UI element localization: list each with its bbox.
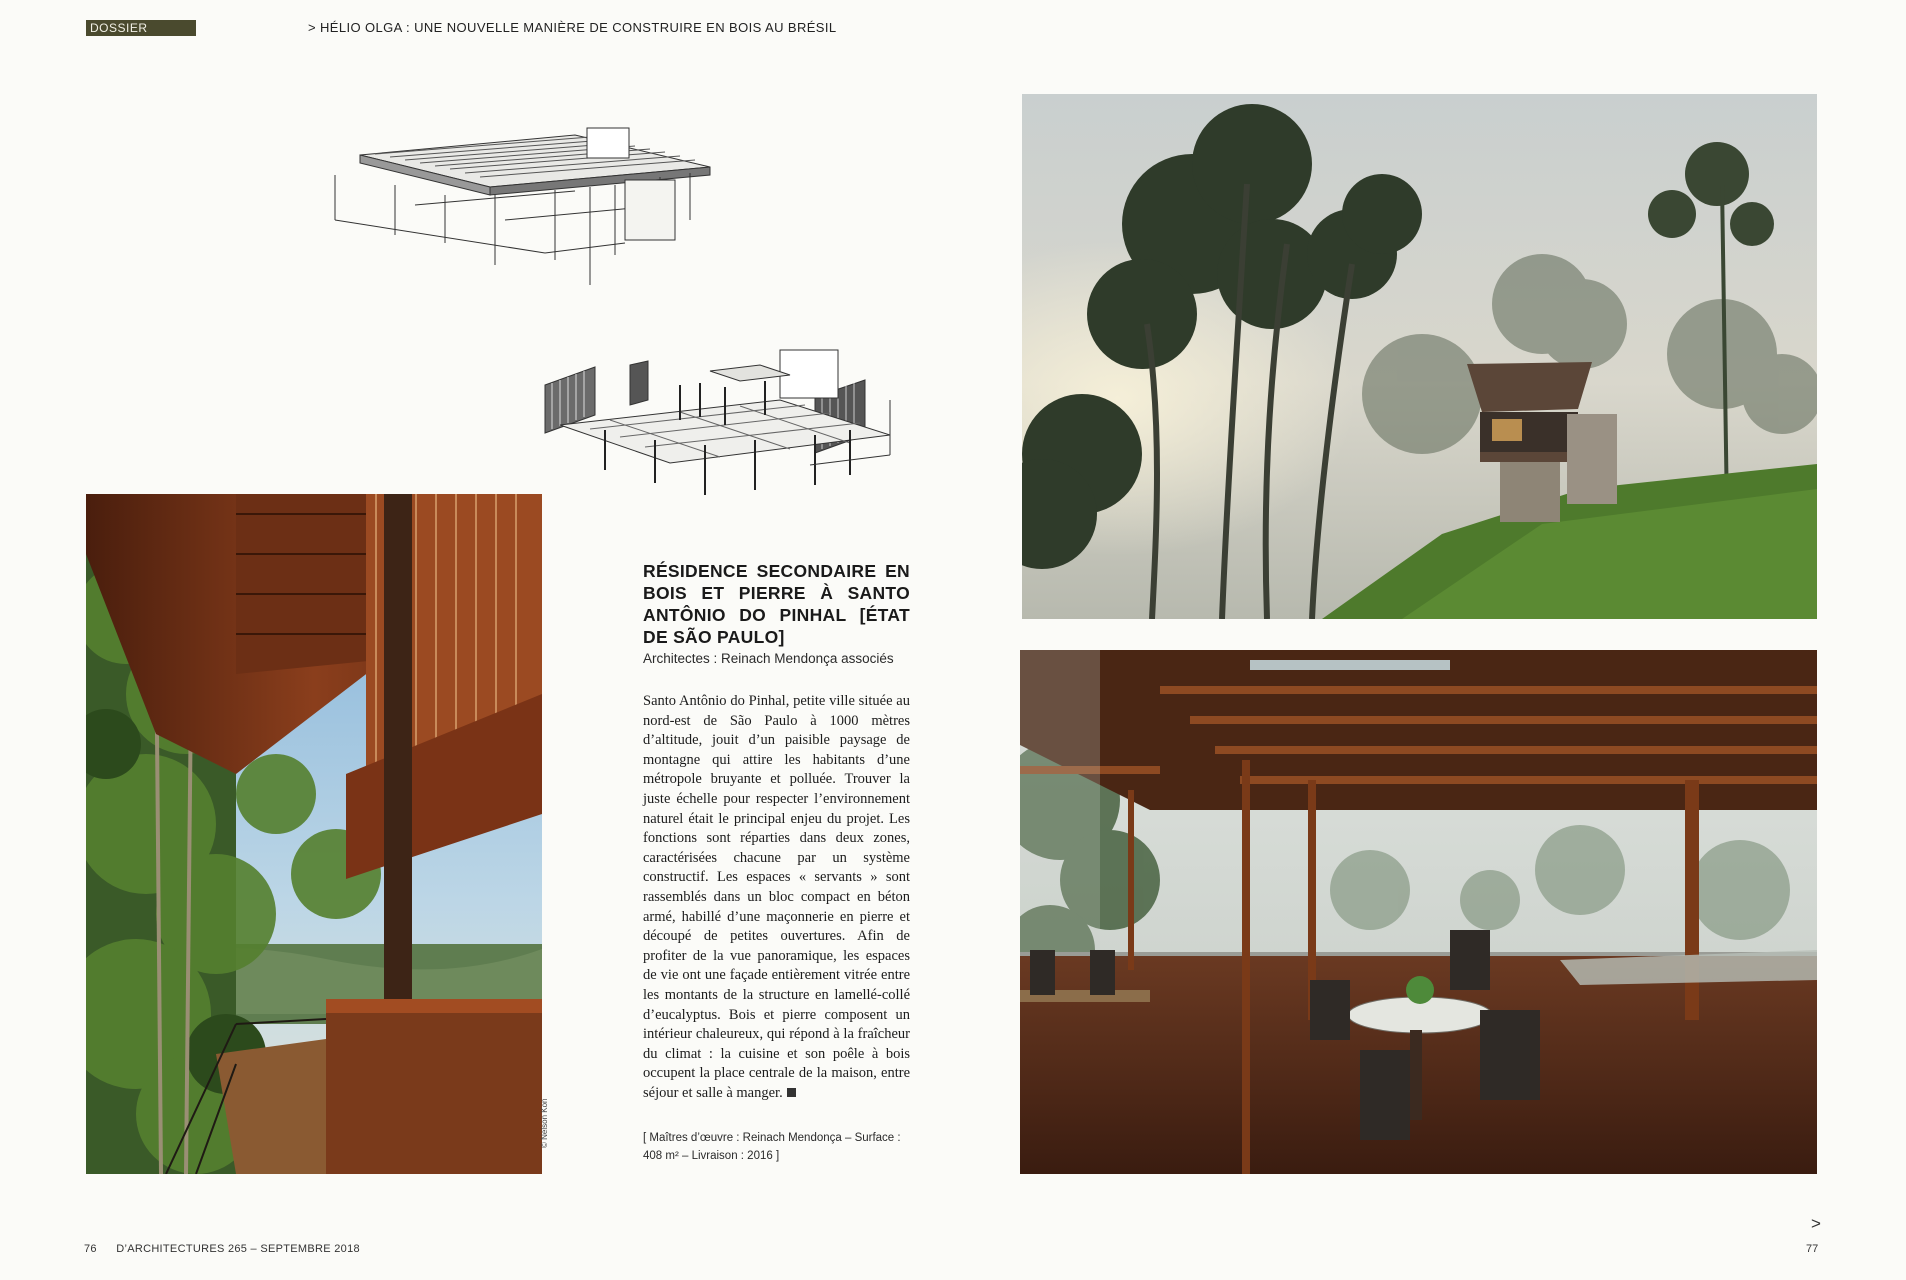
section-label: DOSSIER (86, 20, 196, 36)
issue-info: D’ARCHITECTURES 265 – SEPTEMBRE 2018 (116, 1243, 360, 1255)
article-body-text: Santo Antônio do Pinhal, petite ville située au nord-est de São Paulo à 1000 mètres d’altitude, jouit d’un paisible paysage de montagne qui attire les habitants d’une métropole bruyante et polluée. Trouver la juste échelle pour respecter l’environnement naturel était le principal enjeu du projet. Les fonctions sont réparties dans deux zones, caractérisées chacune par un système constructif. Les espaces « servants » sont rassemblés dans un bloc compact en béton armé, habillé d’une maçonnerie en pierre et découpé de petites ouvertures. Afin de profiter de la vue panoramique, les espaces de vie ont une façade entièrement vitrée entre les montants de la structure en lamellé-collé d’eucalyptus. Bois et pierre composent un intérieur chaleureux, qui répond à la fraîcheur du climat : la cuisine et son poêle à bois occupent la place centrale de la maison, entre séjour et salle à manger. (643, 693, 910, 1101)
next-page-arrow-icon: > (1811, 1214, 1821, 1233)
article-body (643, 692, 910, 1103)
article-credits: [ Maîtres d’œuvre : Reinach Mendonça – Surface : 408 m² – Livraison : 2016 ] (643, 1132, 901, 1163)
photo-house-in-forest (1022, 94, 1817, 619)
axonometric-drawing-structure (530, 345, 920, 510)
photo-terrace-view (86, 494, 542, 1174)
article (643, 560, 910, 1165)
right-page-number: 77 (1806, 1243, 1819, 1255)
article-architects: Architectes : Reinach Mendonça associés (643, 651, 894, 666)
right-page (953, 0, 1906, 1280)
end-mark-icon (787, 1088, 796, 1097)
left-folio (84, 1243, 360, 1255)
article-title: RÉSIDENCE SECONDAIRE EN BOIS ET PIERRE À SANTO ANTÔNIO DO PINHAL [ÉTAT DE SÃO PAULO] (643, 561, 910, 647)
photo-credit: © Nelson Kon (540, 1098, 549, 1148)
photo-interior-dining (1020, 650, 1817, 1174)
left-page-number: 76 (84, 1243, 97, 1255)
axonometric-drawing-roof (325, 125, 715, 290)
running-head: > HÉLIO OLGA : UNE NOUVELLE MANIÈRE DE CONSTRUIRE EN BOIS AU BRÉSIL (308, 20, 837, 35)
